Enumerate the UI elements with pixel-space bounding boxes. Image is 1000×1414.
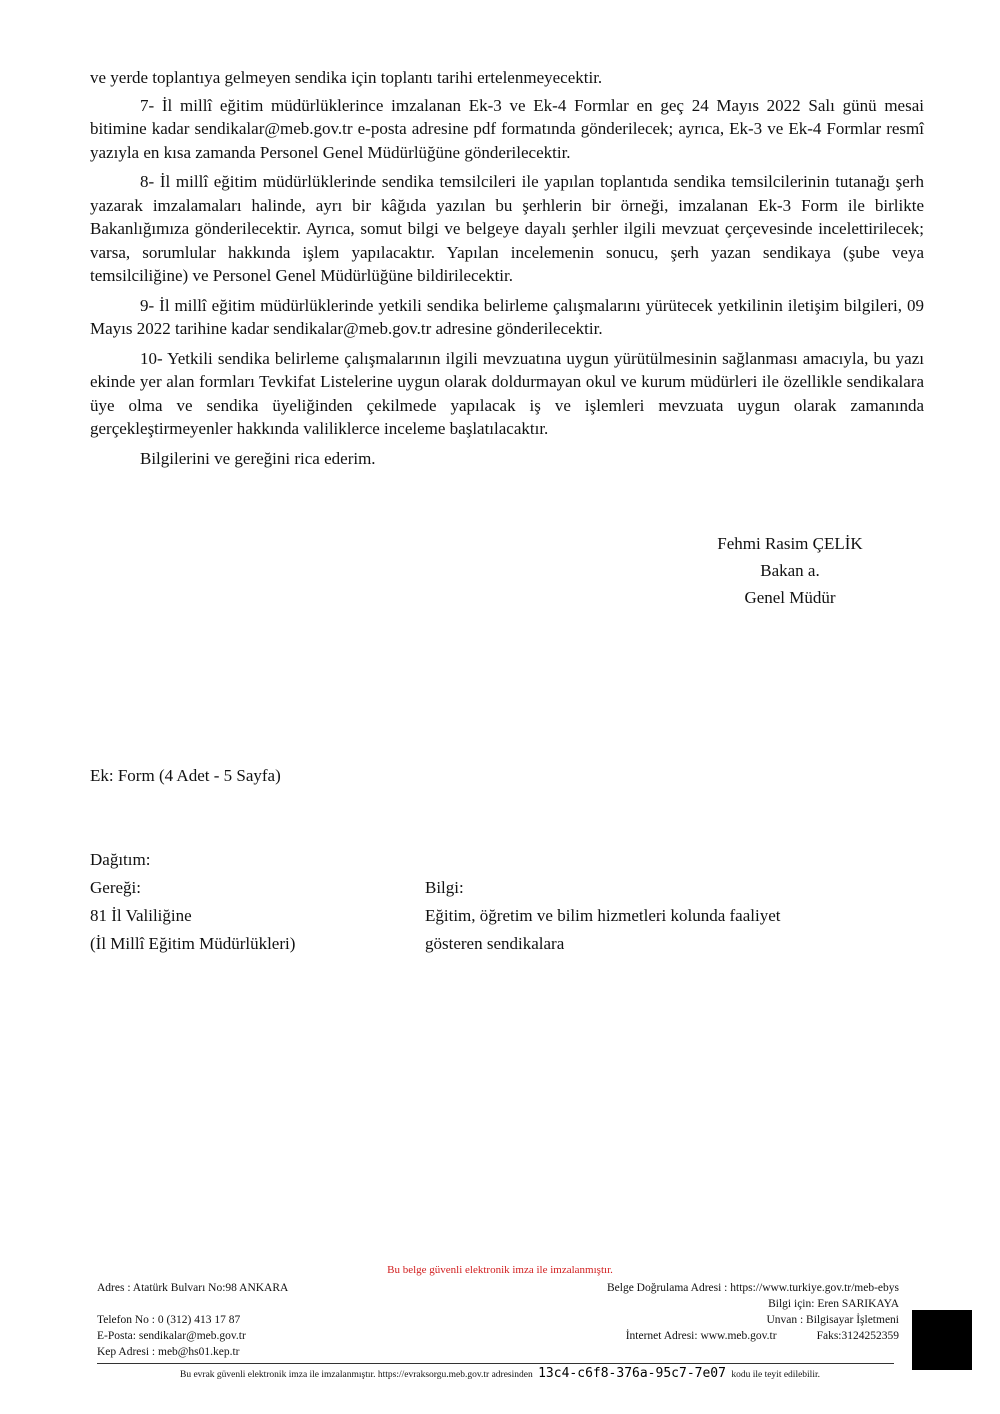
action-recipient-detail: (İl Millî Eğitim Müdürlükleri)	[90, 934, 296, 953]
distribution-action	[90, 874, 425, 958]
document-body	[90, 66, 924, 476]
verification-prefix: Bu evrak güvenli elektronik imza ile imzalanmıştır. https://evraksorgu.meb.gov.tr adresinden	[180, 1370, 533, 1380]
distribution-heading: Dağıtım:	[90, 850, 151, 869]
esign-notice: Bu belge güvenli elektronik imza ile imzalanmıştır.	[387, 1264, 613, 1276]
action-heading: Gereği:	[90, 878, 141, 897]
footer-info	[479, 1280, 899, 1344]
distribution-info	[425, 874, 845, 958]
footer-address: Adres : Atatürk Bulvarı No:98 ANKARA	[97, 1282, 289, 1294]
signatory-capacity: Bakan a.	[760, 561, 820, 580]
attachment-note: Ek: Form (4 Adet - 5 Sayfa)	[90, 766, 281, 785]
paragraph-7: 7- İl millî eğitim müdürlüklerince imzalanan Ek-3 ve Ek-4 Formlar en geç 24 Mayıs 2022 Salı günü mesai bitimine kadar sendikalar@meb.gov.tr e-posta adresine pdf formatında gönderilecek; ayrıca, Ek-3 ve Ek-4 Formlar resmî yazıyla en kısa zamanda Personel Genel Müdürlüğüne gönderilecektir.	[90, 95, 924, 162]
signature-block	[700, 530, 880, 611]
paragraph-9: 9- İl millî eğitim müdürlüklerinde yetkili sendika belirleme çalışmalarını yürütecek yetkilinin iletişim bilgileri, 09 Mayıs 2022 tarihine kadar sendikalar@meb.gov.tr adresine gönderilecektir.	[90, 295, 924, 338]
paragraph-continuation: ve yerde toplantıya gelmeyen sendika için toplantı tarihi ertelenmeyecektir.	[90, 68, 603, 87]
footer-kep: Kep Adresi : meb@hs01.kep.tr	[97, 1346, 240, 1358]
footer-info-title: Unvan : Bilgisayar İşletmeni	[766, 1314, 899, 1326]
signatory-name: Fehmi Rasim ÇELİK	[717, 534, 863, 553]
signatory-title: Genel Müdür	[744, 588, 836, 607]
verification-code: 13c4-c6f8-376a-95c7-7e07	[538, 1366, 726, 1381]
verification-line	[0, 1366, 1000, 1381]
footer-contact	[97, 1280, 288, 1360]
action-recipient: 81 İl Valiliğine	[90, 906, 192, 925]
paragraph-10: 10- Yetkili sendika belirleme çalışmalarının ilgili mevzuatına uygun yürütülmesinin sağlanması amacıyla, bu yazı ekinde yer alan formları Tevkifat Listelerine uygun olarak doldurmayan okul ve kurum müdürleri ile özellikle sendikalara üye olma ve sendika üyeliğinden çekilmede yapılacak iş ve işlemleri mevzuata uygun olarak zamanında gerçekleştirmeyenler hakkında valiliklerce inceleme başlatılacaktır.	[90, 348, 924, 438]
footer-phone: Telefon No : 0 (312) 413 17 87	[97, 1314, 241, 1326]
paragraph-8: 8- İl millî eğitim müdürlüklerinde sendika temsilcileri ile yapılan toplantıda sendika temsilcilerinin tutanağı şerh yazarak imzalamaları halinde, ayrı bir kâğıda yazılan bu şerhlerin bir örneği, imzalanan Ek-3 Form ile birlikte Bakanlığımıza gönderilecektir. Ayrıca, somut bilgi ve belgeye dayalı şerhler ilgili mevzuat çerçevesinde incelettirilecek; varsa, sorumlular hakkında işlem yapılacaktır. Yapılan incelemenin sonucu, şerh yazan sendikaya (şube veya temsilciliğine) ve Personel Genel Müdürlüğüne bildirilecektir.	[90, 172, 924, 285]
info-recipient: Eğitim, öğretim ve bilim hizmetleri kolunda faaliyet	[425, 906, 781, 925]
distribution-block	[90, 846, 850, 958]
footer-email[interactable]: E-Posta: sendikalar@meb.gov.tr	[97, 1330, 246, 1342]
qr-code	[912, 1310, 972, 1370]
verification-suffix: kodu ile teyit edilebilir.	[731, 1370, 820, 1380]
footer-divider	[97, 1363, 894, 1364]
footer-website[interactable]: İnternet Adresi: www.meb.gov.tr	[625, 1330, 777, 1342]
footer-info-person: Bilgi için: Eren SARIKAYA	[768, 1298, 899, 1310]
footer-verify-url[interactable]: Belge Doğrulama Adresi : https://www.turkiye.gov.tr/meb-ebys	[606, 1282, 899, 1294]
footer-fax: Faks:3124252359	[816, 1330, 899, 1342]
info-heading: Bilgi:	[425, 878, 464, 897]
info-recipient-detail: gösteren sendikalara	[425, 934, 565, 953]
closing-sentence: Bilgilerini ve gereğini rica ederim.	[140, 448, 376, 468]
